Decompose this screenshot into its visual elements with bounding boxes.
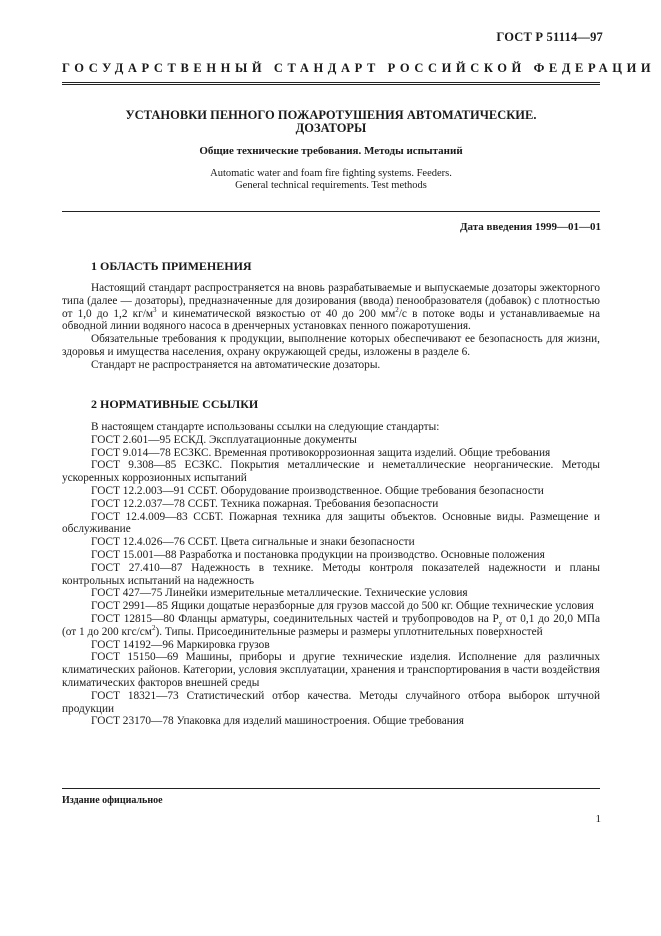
- introduction-date: Дата введения 1999—01—01: [459, 221, 601, 233]
- reference-item: ГОСТ 23170—78 Упаковка для изделий машиностроения. Общие требования: [91, 715, 464, 728]
- english-title-line-2: General technical requirements. Test methods: [235, 180, 427, 191]
- section-2-intro: В настоящем стандарте использованы ссылки на следующие стандарты:: [91, 421, 440, 433]
- reference-item: ГОСТ 27.410—87 Надежность в технике. Методы контроля показателей надежности и планы контрольных испытаний на надежность: [62, 561, 600, 587]
- reference-item: ГОСТ 2991—85 Ящики дощатые неразборные для грузов массой до 500 кг. Общие технические условия: [91, 600, 594, 613]
- reference-item: ГОСТ 14192—96 Маркировка грузов: [91, 638, 270, 651]
- reference-item: ГОСТ 15150—69 Машины, приборы и другие технические изделия. Исполнение для различных климатических районов. Категории, условия эксплуатации, хранения и транспортирования в части воздействия климатических факторов внешней среды: [62, 651, 600, 689]
- header-rule-bottom: [62, 84, 600, 85]
- title-line-2: ДОЗАТОРЫ: [295, 121, 367, 135]
- section-1-paragraph-3: Стандарт не распространяется на автоматические дозаторы.: [91, 358, 381, 371]
- state-standard-title: ГОСУДАРСТВЕННЫЙ СТАНДАРТ РОССИЙСКОЙ ФЕДЕРАЦИИ: [62, 61, 656, 75]
- reference-item: ГОСТ 12.2.003—91 ССБТ. Оборудование производственное. Общие требования безопасности: [91, 484, 544, 497]
- section-2-body: [62, 421, 600, 728]
- english-title-line-1: Automatic water and foam fire fighting systems. Feeders.: [210, 168, 452, 179]
- reference-item: ГОСТ 12.2.037—78 ССБТ. Техника пожарная. Требования безопасности: [91, 497, 439, 510]
- reference-item: ГОСТ 12.4.026—76 ССБТ. Цвета сигнальные и знаки безопасности: [91, 536, 415, 549]
- footer-rule: [62, 788, 600, 789]
- section-1-paragraph-2: Обязательные требования к продукции, выполнение которых обеспечивают ее безопасность для жизни, здоровья и имущества населения, охрану окружающей среды, изложены в разделе 6.: [62, 333, 600, 358]
- reference-item: ГОСТ 15.001—88 Разработка и постановка продукции на производство. Основные положения: [91, 548, 545, 561]
- reference-item: ГОСТ 9.308—85 ЕСЗКС. Покрытия металлические и неметаллические неорганические. Методы ускоренных коррозионных испытаний: [62, 459, 600, 485]
- standard-subtitle: Общие технические требования. Методы испытаний: [199, 145, 463, 157]
- intro-date-rule: [62, 211, 600, 212]
- section-1-body: [62, 282, 600, 372]
- document-id: ГОСТ Р 51114—97: [496, 30, 603, 44]
- section-1-paragraph-1: Настоящий стандарт распространяется на вновь разрабатываемые и выпускаемые дозаторы эжекторного типа (далее — дозаторы), предназначенные для дозирования (ввода) пенообразователя (добавок) с плотностью от 1,0 до 1,2 $кг/м^3$ и кинематической вязкостью от 40 до 200 $мм^2/с$ в потоке воды и устанавливаемые на обводной линии водяного насоса в дренчерных установках пенного пожаротушения.: [62, 282, 600, 333]
- header-rule-top: [62, 82, 600, 83]
- standard-title: [62, 109, 600, 135]
- edition-label: Издание официальное: [62, 795, 163, 806]
- reference-item: ГОСТ 18321—73 Статистический отбор качества. Методы случайного отбора выборок штучной продукции: [62, 689, 600, 715]
- page-number: 1: [595, 813, 601, 825]
- title-line-1: УСТАНОВКИ ПЕННОГО ПОЖАРОТУШЕНИЯ АВТОМАТИЧЕСКИЕ.: [125, 108, 537, 122]
- reference-item: ГОСТ 12815—80 Фланцы арматуры, соединительных частей и трубопроводов на $P_у$ от 0,1 до 20,0 МПа (от 1 до 200 кгс/$см^2$). Типы. Присоединительные размеры и размеры уплотнительных поверхностей: [62, 612, 600, 638]
- reference-item: ГОСТ 427—75 Линейки измерительные металлические. Технические условия: [91, 587, 468, 600]
- section-1-heading: 1 ОБЛАСТЬ ПРИМЕНЕНИЯ: [91, 259, 252, 273]
- reference-item: ГОСТ 2.601—95 ЕСКД. Эксплуатационные документы: [91, 433, 357, 446]
- reference-item: ГОСТ 9.014—78 ЕСЗКС. Временная противокоррозионная защита изделий. Общие требования: [91, 446, 551, 459]
- english-title: [62, 168, 600, 192]
- section-2-heading: 2 НОРМАТИВНЫЕ ССЫЛКИ: [91, 397, 259, 411]
- reference-item: ГОСТ 12.4.009—83 ССБТ. Пожарная техника для защиты объектов. Основные виды. Размещение и обслуживание: [62, 510, 600, 536]
